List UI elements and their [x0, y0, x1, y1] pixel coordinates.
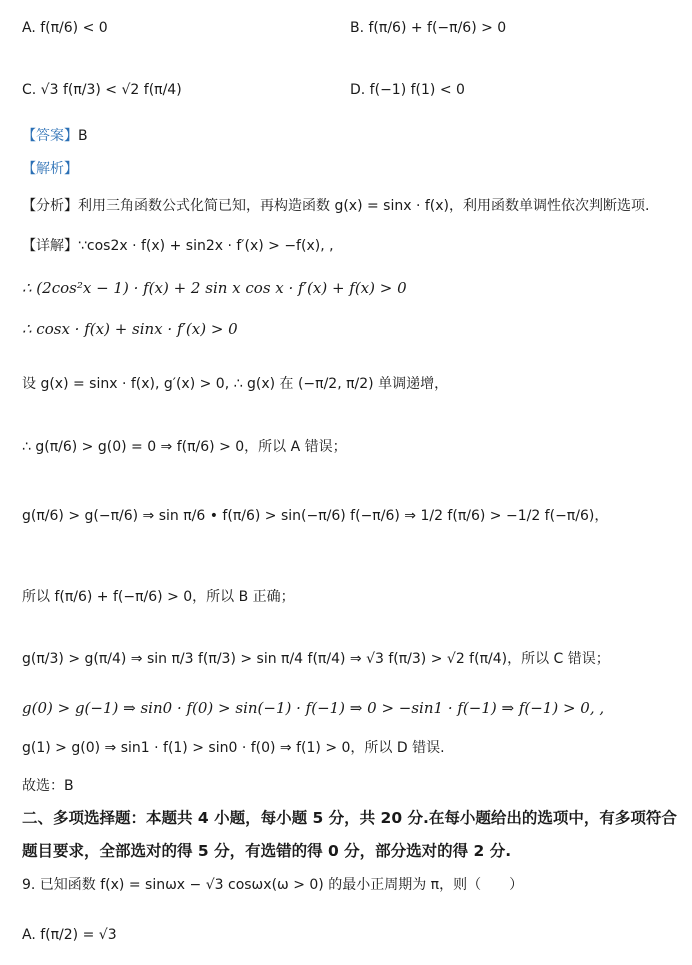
option-a: A. f(π/6) < 0	[22, 20, 108, 36]
detail-line-5: ∴ g(π/6) > g(0) = 0 ⇒ f(π/6) > 0，所以 A 错误；	[22, 439, 347, 455]
section-heading-line-2: 题目要求，全部选对的得 5 分，有选错的得 0 分，部分选对的得 2 分.	[22, 842, 512, 860]
detail-line-2: ∴ (2cos²x − 1) · f(x) + 2 sin x cos x · f′(x) + f(x) > 0	[22, 279, 407, 297]
option-b: B. f(π/6) + f(−π/6) > 0	[350, 20, 507, 36]
answer-label: 【答案】	[22, 128, 78, 144]
detail-line-3: ∴ cosx · f(x) + sinx · f′(x) > 0	[22, 320, 238, 338]
detail-line-6: g(π/6) > g(−π/6) ⇒ sin π/6 • f(π/6) > sin(−π/6) f(−π/6) ⇒ 1/2 f(π/6) > −1/2 f(−π/6)，	[22, 508, 609, 524]
option-c: C. √3 f(π/3) < √2 f(π/4)	[22, 82, 182, 98]
section-heading-line-1: 二、多项选择题：本题共 4 小题，每小题 5 分，共 20 分.在每小题给出的选项中，有多项符合	[22, 809, 677, 827]
question-9: 9. 已知函数 f(x) = sinωx − √3 cosωx(ω > 0) 的最小正周期为 π，则（ ）	[22, 877, 524, 893]
analysis-label: 【解析】	[22, 161, 78, 177]
detail-line-8: g(π/3) > g(π/4) ⇒ sin π/3 f(π/3) > sin π/4 f(π/4) ⇒ √3 f(π/3) > √2 f(π/4)，所以 C 错误；	[22, 651, 610, 667]
answer-value: B	[78, 128, 88, 144]
question-9-option-a: A. f(π/2) = √3	[22, 927, 117, 943]
analysis-summary: 【分析】利用三角函数公式化简已知，再构造函数 g(x) = sinx · f(x)，利用函数单调性依次判断选项.	[22, 198, 650, 214]
option-d: D. f(−1) f(1) < 0	[350, 82, 465, 98]
conclusion: 故选：B	[22, 778, 74, 794]
detail-line-9: g(0) > g(−1) ⇒ sin0 · f(0) > sin(−1) · f(−1) ⇒ 0 > −sin1 · f(−1) ⇒ f(−1) > 0, ,	[22, 699, 605, 717]
detail-line-10: g(1) > g(0) ⇒ sin1 · f(1) > sin0 · f(0) ⇒ f(1) > 0，所以 D 错误.	[22, 740, 445, 756]
detail-line-1: 【详解】∵cos2x · f(x) + sin2x · f′(x) > −f(x), ,	[22, 238, 334, 254]
answer-line	[22, 129, 88, 143]
detail-line-4: 设 g(x) = sinx · f(x), g′(x) > 0, ∴ g(x) 在 (−π/2, π/2) 单调递增，	[22, 376, 449, 392]
detail-line-7: 所以 f(π/6) + f(−π/6) > 0，所以 B 正确；	[22, 589, 295, 605]
